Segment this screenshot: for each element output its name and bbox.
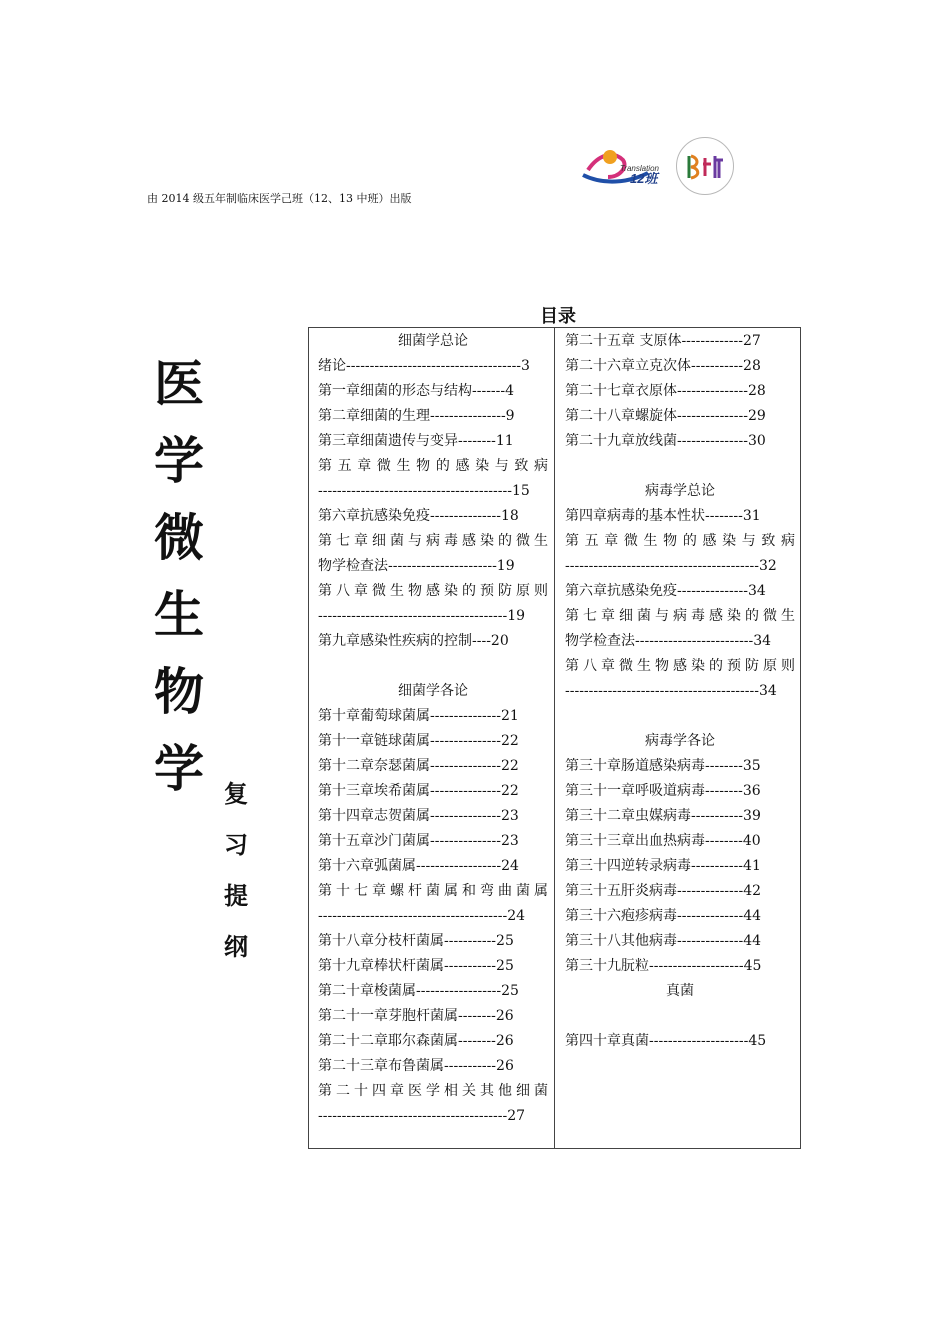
toc-entry: ----------------------------------------27 xyxy=(318,1108,526,1124)
sub-title-char: 习 xyxy=(224,830,248,859)
toc-entry: -----------------------------------------15 xyxy=(318,483,530,499)
toc-entry: 第十章葡萄球菌属---------------21 xyxy=(318,708,519,724)
toc-entry: 第三章细菌遗传与变异--------11 xyxy=(318,433,514,449)
section-heading: 细菌学总论 xyxy=(398,333,468,349)
toc-entry: 第十二章奈瑟菌属---------------22 xyxy=(318,758,519,774)
toc-entry: 第十六章弧菌属------------------24 xyxy=(318,858,519,874)
toc-entry: 第四十章真菌---------------------45 xyxy=(565,1033,767,1049)
toc-entry: 第二十五章 支原体-------------27 xyxy=(565,333,761,349)
toc-entry: 绪论-------------------------------------3 xyxy=(318,358,530,374)
toc-entry: 第九章感染性疾病的控制----20 xyxy=(318,633,509,649)
toc-entry: 第三十二章虫媒病毒-----------39 xyxy=(565,808,761,824)
section-heading: 病毒学各论 xyxy=(645,733,715,749)
toc-entry: 第三十一章呼吸道病毒--------36 xyxy=(565,783,761,799)
toc-entry: 第五章微生物的感染与致病 xyxy=(565,533,795,549)
toc-entry: 第二十章梭菌属------------------25 xyxy=(318,983,519,999)
toc-entry: ----------------------------------------24 xyxy=(318,908,526,924)
toc-entry: 第十三章埃希菌属---------------22 xyxy=(318,783,519,799)
toc-entry: -----------------------------------------32 xyxy=(565,558,777,574)
toc-entry: 第二十六章立克次体-----------28 xyxy=(565,358,761,374)
toc-right-column xyxy=(565,329,795,1054)
toc-entry: 第五章微生物的感染与致病 xyxy=(318,458,548,474)
main-title xyxy=(149,345,209,807)
toc-entry: 第十一章链球菌属---------------22 xyxy=(318,733,519,749)
publisher-note: 由 2014 级五年制临床医学己班（12、13 中班）出版 xyxy=(147,192,412,205)
toc-entry: 第三十三章出血热病毒--------40 xyxy=(565,833,761,849)
section-heading: 细菌学各论 xyxy=(398,683,468,699)
toc-entry: -----------------------------------------34 xyxy=(565,683,777,699)
toc-entry: 第七章细菌与病毒感染的微生 xyxy=(318,533,548,549)
section-heading: 病毒学总论 xyxy=(645,483,715,499)
main-title-char: 生 xyxy=(154,585,204,644)
toc-entry: 第三十章肠道感染病毒--------35 xyxy=(565,758,761,774)
toc-entry: 第十五章沙门菌属---------------23 xyxy=(318,833,519,849)
toc-entry: 第六章抗感染免疫---------------34 xyxy=(565,583,766,599)
toc-column-divider xyxy=(554,327,555,1149)
sub-title xyxy=(219,768,253,972)
sub-title-char: 提 xyxy=(224,881,248,910)
toc-entry: 物学检查法-----------------------19 xyxy=(318,558,515,574)
main-title-char: 医 xyxy=(154,354,204,413)
toc-entry: 第二十九章放线菌---------------30 xyxy=(565,433,766,449)
toc-entry: 第四章病毒的基本性状--------31 xyxy=(565,508,761,524)
toc-entry: 第八章微生物感染的预防原则 xyxy=(565,658,795,674)
toc-left-column xyxy=(318,329,548,1129)
toc-entry: 第一章细菌的形态与结构-------4 xyxy=(318,383,515,399)
toc-entry: 第二十七章衣原体---------------28 xyxy=(565,383,766,399)
toc-title: 目录 xyxy=(540,306,576,327)
toc-entry: 第十九章棒状杆菌属-----------25 xyxy=(318,958,514,974)
toc-entry: 第二十二章耶尔森菌属--------26 xyxy=(318,1033,514,1049)
main-title-char: 学 xyxy=(154,739,204,798)
toc-entry: ----------------------------------------19 xyxy=(318,608,526,624)
toc-entry: 第三十六疱疹病毒--------------44 xyxy=(565,908,762,924)
toc-entry: 第三十四逆转录病毒-----------41 xyxy=(565,858,761,874)
toc-entry: 第七章细菌与病毒感染的微生 xyxy=(565,608,795,624)
toc-entry: 物学检查法-------------------------34 xyxy=(565,633,772,649)
svg-text:12班: 12班 xyxy=(630,171,658,186)
main-title-char: 微 xyxy=(154,508,204,567)
toc-entry: 第三十八其他病毒--------------44 xyxy=(565,933,762,949)
toc-entry: 第二十一章芽胞杆菌属--------26 xyxy=(318,1008,514,1024)
main-title-char: 物 xyxy=(154,662,204,721)
main-title-char: 学 xyxy=(154,431,204,490)
sub-title-char: 复 xyxy=(224,779,248,808)
toc-entry: 第三十五肝炎病毒--------------42 xyxy=(565,883,762,899)
toc-entry: 第十八章分枝杆菌属-----------25 xyxy=(318,933,514,949)
svg-text:Translation: Translation xyxy=(620,164,659,173)
toc-entry: 第十四章志贺菌属---------------23 xyxy=(318,808,519,824)
section-heading: 真菌 xyxy=(666,983,694,999)
circular-badge-icon xyxy=(676,137,734,195)
translation-logo-icon xyxy=(578,135,678,190)
toc-entry: 第二十八章螺旋体---------------29 xyxy=(565,408,766,424)
toc-entry: 第二章细菌的生理----------------9 xyxy=(318,408,515,424)
toc-entry: 第八章微生物感染的预防原则 xyxy=(318,583,548,599)
toc-entry: 第六章抗感染免疫---------------18 xyxy=(318,508,519,524)
toc-entry: 第十七章螺杆菌属和弯曲菌属 xyxy=(318,883,548,899)
sub-title-char: 纲 xyxy=(224,932,248,961)
toc-entry: 第二十四章医学相关其他细菌 xyxy=(318,1083,548,1099)
toc-entry: 第二十三章布鲁菌属-----------26 xyxy=(318,1058,514,1074)
toc-entry: 第三十九朊粒--------------------45 xyxy=(565,958,762,974)
